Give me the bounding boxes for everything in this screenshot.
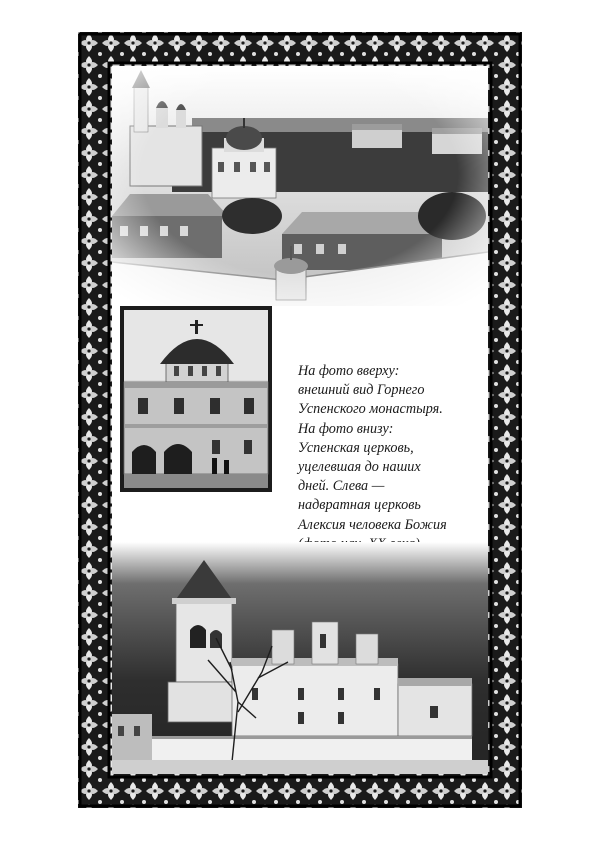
photo-assumption-church — [112, 542, 488, 774]
ornamental-frame — [78, 32, 522, 808]
caption-line: Успенская церковь, — [298, 439, 414, 456]
caption-line: надвратная церковь — [298, 497, 421, 514]
caption-line: Алексия человека Божия — [298, 516, 447, 533]
photo-caption — [298, 362, 488, 554]
page-content — [112, 66, 488, 774]
caption-line: внешний вид Горнего — [298, 382, 425, 399]
caption-line: Успенского монастыря. — [298, 401, 443, 418]
photo-gate-church — [120, 306, 272, 492]
caption-line: дней. Слева — — [298, 478, 385, 495]
caption-line: На фото вверху: — [298, 363, 400, 379]
photo-monastery-panorama — [112, 66, 488, 306]
caption-line: На фото внизу: — [298, 420, 394, 437]
caption-line: уцелевшая до наших — [298, 459, 421, 476]
